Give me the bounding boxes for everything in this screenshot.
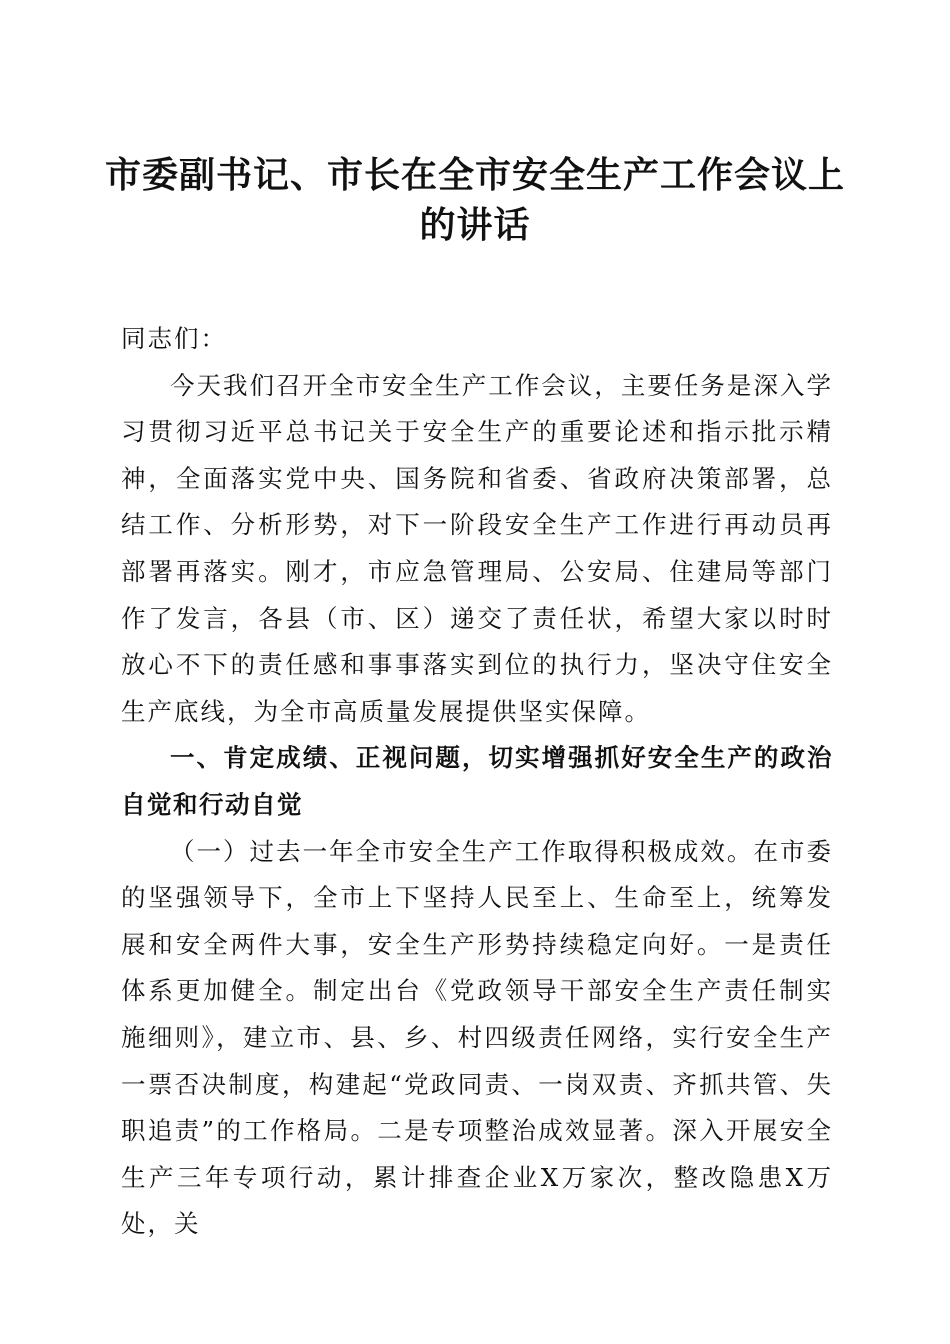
- paragraph-intro: 今天我们召开全市安全生产工作会议，主要任务是深入学习贯彻习近平总书记关于安全生产的重要论述和指示批示精神，全面落实党中央、国务院和省委、省政府决策部署，总结工作、分析形势，对下一阶段安全生产工作进行再动员再部署再落实。刚才，市应急管理局、公安局、住建局等部门作了发言，各县（市、区）递交了责任状，希望大家以时时放心不下的责任感和事事落实到位的执行力，坚决守住安全生产底线，为全市高质量发展提供坚实保障。: [121, 370, 833, 726]
- document-title: 市委副书记、市长在全市安全生产工作会议上的讲话: [104, 154, 845, 246]
- salutation: 同志们：: [121, 324, 227, 353]
- paragraph-achievements: （一）过去一年全市安全生产工作取得积极成效。在市委的坚强领导下，全市上下坚持人民至上、生命至上，统筹发展和安全两件大事，安全生产形势持续稳定向好。一是责任体系更加健全。制定出台《党政领导干部安全生产责任制实施细则》，建立市、县、乡、村四级责任网络，实行安全生产一票否决制度，构建起“党政同责、一岗双责、齐抓共管、失职追责”的工作格局。二是专项整治成效显著。深入开展安全生产三年专项行动，累计排查企业X万家次，整改隐患X万处，关: [121, 836, 833, 1239]
- document-body: [121, 316, 833, 1248]
- section-heading-1: 一、肯定成绩、正视问题，切实增强抓好安全生产的政治自觉和行动自觉: [121, 743, 833, 819]
